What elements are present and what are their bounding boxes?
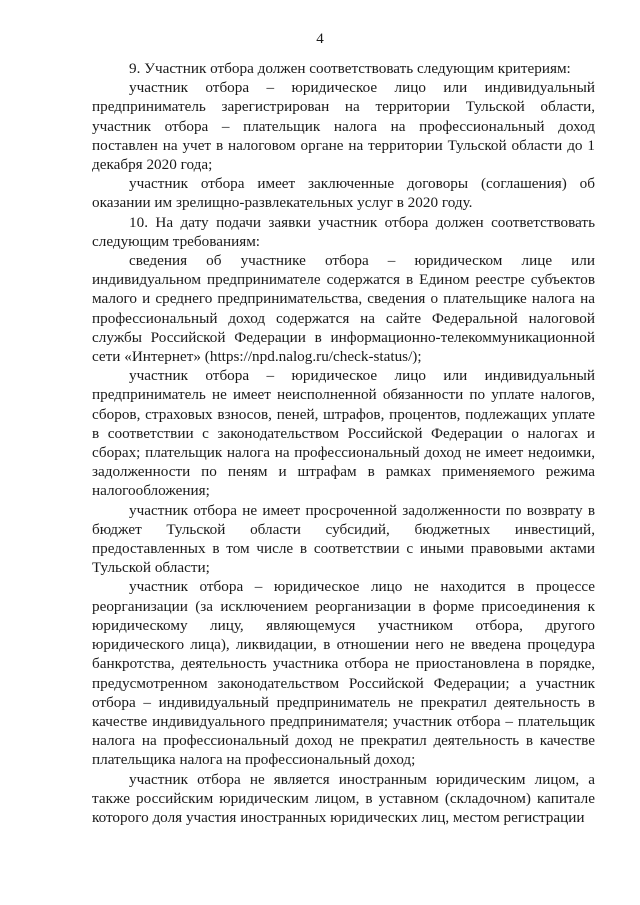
document-body (92, 59, 595, 827)
paragraph-budget-debt-requirement: участник отбора не имеет просроченной задолженности по возврату в бюджет Тульской области субсидий, бюджетных инвестиций, предоставленных в том числе в соответствии с иными правовыми актами Тульской области; (92, 501, 595, 577)
paragraph-requirements-heading: 10. На дату подачи заявки участник отбора должен соответствовать следующим требованиям: (92, 213, 595, 250)
page-number: 4 (316, 31, 324, 47)
paragraph-registry-requirement: сведения об участнике отбора – юридическом лице или индивидуальном предпринимателе содержатся в Едином реестре субъектов малого и среднего предпринимательства, сведения о плательщике налога на профессиональный доход содержатся на сайте Федеральной налоговой службы Российской Федерации в информационно-телекоммуникационной сети «Интернет» (https://npd.nalog.ru/check-status/); (92, 252, 595, 366)
paragraph-tax-debt-requirement: участник отбора – юридическое лицо или индивидуальный предприниматель не имеет неисполненной обязанности по уплате налогов, сборов, страховых взносов, пеней, штрафов, процентов, подлежащих уплате в соответствии с законодательством Российской Федерации о налогах и сборах; плательщик налога на профессиональный доход не имеет недоимки, задолженности по пеням и штрафам в рамках применяемого режима налогообложения; (92, 367, 595, 500)
paragraph-registration-criterion: участник отбора – юридическое лицо или индивидуальный предприниматель зарегистрирован на территории Тульской области, участник отбора – плательщик налога на профессиональный доход поставлен на учет в налоговом органе на территории Тульской области до 1 декабря 2020 года; (92, 79, 595, 174)
paragraph-criteria-heading: 9. Участник отбора должен соответствовать следующим критериям: (129, 60, 571, 77)
paragraph-contracts-criterion: участник отбора имеет заключенные договоры (соглашения) об оказании им зрелищно-развлекательных услуг в 2020 году. (92, 175, 595, 212)
paragraph-foreign-entity-requirement: участник отбора не является иностранным юридическим лицом, а также российским юридическим лицом, в уставном (складочном) капитале которого доля участия иностранных юридических лиц, местом регистрации (92, 770, 595, 826)
paragraph-reorganization-requirement: участник отбора – юридическое лицо не находится в процессе реорганизации (за исключением реорганизации в форме присоединения к юридическому лицу, являющемуся участником отбора, другого юридического лица), ликвидации, в отношении него не введена процедура банкротства, деятельность участника отбора не приостановлена в порядке, предусмотренном законодательством Российской Федерации; а участник отбора – индивидуальный предприниматель не прекратил деятельность в качестве индивидуального предпринимателя; участник отбора – плательщик налога на профессиональный доход не прекратил деятельность в качестве плательщика налога на профессиональный доход; (92, 578, 595, 769)
